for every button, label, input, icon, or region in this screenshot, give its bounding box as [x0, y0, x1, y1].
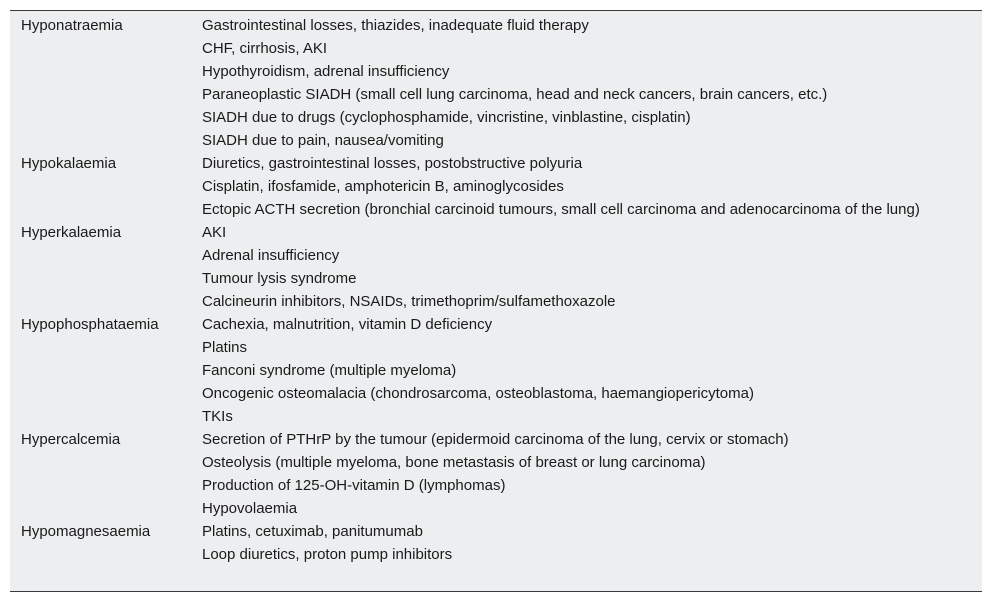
cause-item: Paraneoplastic SIADH (small cell lung carcinoma, head and neck cancers, brain cancers, etc.) — [202, 86, 828, 103]
causes-cell — [202, 428, 982, 520]
table-row-hypomagnesaemia — [10, 520, 982, 566]
cause-item: Calcineurin inhibitors, NSAIDs, trimethoprim/sulfamethoxazole — [202, 293, 616, 310]
cause-item: Gastrointestinal losses, thiazides, inadequate fluid therapy — [202, 17, 589, 34]
causes-cell — [202, 221, 982, 313]
cause-item: Osteolysis (multiple myeloma, bone metastasis of breast or lung carcinoma) — [202, 454, 706, 471]
causes-cell — [202, 152, 982, 221]
causes-cell — [202, 520, 982, 566]
cause-item: Cachexia, malnutrition, vitamin D deficiency — [202, 316, 493, 333]
cause-item: Fanconi syndrome (multiple myeloma) — [202, 362, 457, 379]
cause-item: Cisplatin, ifosfamide, amphotericin B, aminoglycosides — [202, 178, 564, 195]
condition-cell: Hyperkalaemia — [21, 224, 122, 241]
electrolyte-causes-table — [10, 10, 982, 592]
cause-item: TKIs — [202, 408, 233, 425]
cause-item: Platins, cetuximab, panitumumab — [202, 523, 423, 540]
table-row-hyponatraemia — [10, 14, 982, 152]
causes-cell — [202, 313, 982, 428]
causes-cell — [202, 14, 982, 152]
table-row-hypokalaemia — [10, 152, 982, 221]
cause-item: Platins — [202, 339, 248, 356]
cause-item: Hypothyroidism, adrenal insufficiency — [202, 63, 450, 80]
cause-item: Tumour lysis syndrome — [202, 270, 357, 287]
cause-item: AKI — [202, 224, 227, 241]
condition-cell: Hypercalcemia — [21, 431, 121, 448]
condition-cell: Hyponatraemia — [21, 17, 123, 34]
cause-item: Production of 125-OH-vitamin D (lymphomas) — [202, 477, 506, 494]
table-body — [10, 14, 982, 566]
cause-item: Adrenal insufficiency — [202, 247, 340, 264]
cause-item: Ectopic ACTH secretion (bronchial carcinoid tumours, small cell carcinoma and adenocarcinoma of the lung) — [202, 201, 920, 218]
cause-item: Secretion of PTHrP by the tumour (epidermoid carcinoma of the lung, cervix or stomach) — [202, 431, 789, 448]
cause-item: SIADH due to drugs (cyclophosphamide, vincristine, vinblastine, cisplatin) — [202, 109, 691, 126]
table-row-hyperkalaemia — [10, 221, 982, 313]
table-row-hypercalcemia — [10, 428, 982, 520]
table-row-hypophosphataemia — [10, 313, 982, 428]
cause-item: CHF, cirrhosis, AKI — [202, 40, 328, 57]
cause-item: Hypovolaemia — [202, 500, 298, 517]
cause-item: SIADH due to pain, nausea/vomiting — [202, 132, 444, 149]
condition-cell: Hypomagnesaemia — [21, 523, 151, 540]
cause-item: Oncogenic osteomalacia (chondrosarcoma, osteoblastoma, haemangiopericytoma) — [202, 385, 754, 402]
cause-item: Loop diuretics, proton pump inhibitors — [202, 546, 453, 563]
cause-item: Diuretics, gastrointestinal losses, postobstructive polyuria — [202, 155, 583, 172]
condition-cell: Hypokalaemia — [21, 155, 117, 172]
condition-cell: Hypophosphataemia — [21, 316, 159, 333]
